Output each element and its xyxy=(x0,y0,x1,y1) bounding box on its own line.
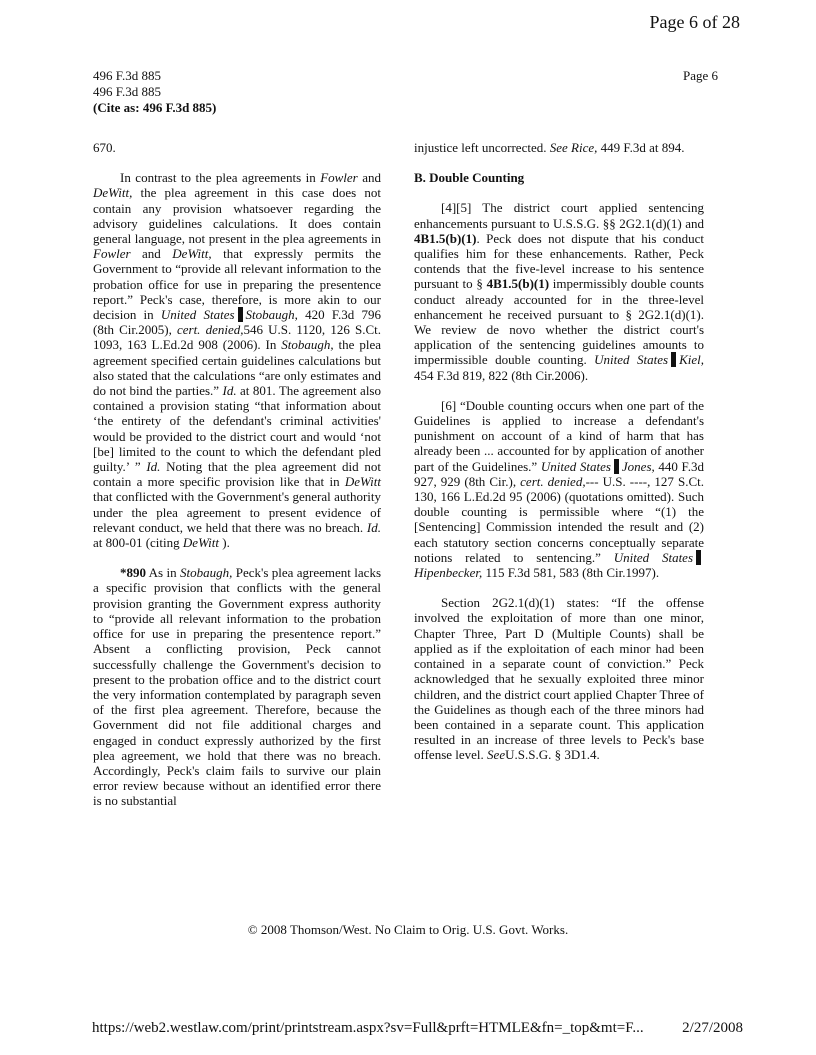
paragraph-plea-comparison: In contrast to the plea agreements in Fowler and DeWitt, the plea agreement in this case does not contain any provision whatsoever regarding the advisory guidelines calculations. It does contain general language, not present in the plea agreements in Fowler and DeWitt, that expressly permits the Government to “provide all relevant information to the probation office for use in preparing the presentence report.” Peck's case, therefore, is more akin to our decision in United States Stobaugh, 420 F.3d 796 (8th Cir.2005), cert. denied,546 U.S. 1120, 126 S.Ct. 1093, 163 L.Ed.2d 908 (2006). In Stobaugh, the plea agreement specified certain guidelines calculations but also stated that the calculations “are only estimates and do not bind the parties.” Id. at 801. The agreement also contained a provision stating “that information about ‘the entirety of the defendant's criminal activities' would be provided to the district court and would ‘not [be] limited to the count to which the defendant pled guilty.’ ” Id. Noting that the plea agreement did not contain a more specific provision like that in DeWitt that conflicted with the Government's general authority under the plea agreement to present evidence of relevant conduct, we held that there was no breach. Id. at 800-01 (citing DeWitt ). xyxy=(93,170,381,551)
paragraph-double-counting-definition: [6] “Double counting occurs when one part of the Guidelines is applied to increase a defendant's punishment on account of a kind of harm that has already been ... accounted for by application of another part of the Guidelines.” United States Jones, 440 F.3d 927, 929 (8th Cir.), cert. denied,--- U.S. ----, 127 S.Ct. 130, 166 L.Ed.2d 95 (2006) (quotations omitted). Such double counting is permissible where “(1) the [Sentencing] Commission intended the result and (2) each statutory section concerns conceptually separate notions related to sentencing.” United StatesHipenbecker, 115 F.3d 581, 583 (8th Cir.1997). xyxy=(414,397,704,581)
continuation-text: injustice left uncorrected. See Rice, 449 F.3d at 894. xyxy=(414,140,685,155)
left-column xyxy=(93,140,381,824)
paragraph-no-breach: *890 As in Stobaugh, Peck's plea agreement lacks a specific provision that conflicts with the general provision granting the Government express authority to “provide all relevant information to the probation office for use in preparing the presentence report.” Absent a conflicting provision, Peck cannot successfully challenge the Government's decision to present to the probation office and to the district court the very information contemplated by paragraph seven of the first plea agreement. Therefore, because the Government did not file additional charges and engaged in conduct expressly authorized by the first plea agreement, we hold that there was no breach. Accordingly, Peck's claim fails to survive our plain error review because without an identified error there is no substantial xyxy=(93,565,382,809)
print-url: https://web2.westlaw.com/print/printstream.aspx?sv=Full&prft=HTMLE&fn=_top&mt=F... xyxy=(92,1020,644,1036)
page-label: Page 6 xyxy=(682,68,718,83)
copyright-notice: © 2008 Thomson/West. No Claim to Orig. U.S. Govt. Works. xyxy=(247,922,569,937)
cite-as: (Cite as: 496 F.3d 885) xyxy=(93,100,217,115)
page-count: Page 6 of 28 xyxy=(649,12,740,32)
right-column xyxy=(414,140,704,778)
redaction-mark xyxy=(671,352,676,367)
paragraph-section-2g2: Section 2G2.1(d)(1) states: “If the offense involved the exploitation of more than one minor, Chapter Three, Part D (Multiple Counts) shall be applied as if the exploitation of each minor had been contained in a separate count of conviction.” Peck acknowledged that he sexually exploited three minor children, and the district court applied Chapter Three of the Guidelines as though each of the three minors had been contained in a separate count. This application resulted in an increase of three levels to Peck's base offense level. SeeU.S.S.G. § 3D1.4. xyxy=(414,595,704,763)
redaction-mark xyxy=(614,459,619,474)
star-page-marker: *890 xyxy=(120,565,146,581)
fragment-text: 670. xyxy=(93,140,116,155)
paragraph-enhancements: [4][5] The district court applied sentencing enhancements pursuant to U.S.S.G. §§ 2G2.1(d)(1) and 4B1.5(b)(1). Peck does not dispute that his conduct qualifies him for these enhancements. Rather, Peck contends that the five-level increase to his sentence pursuant to § 4B1.5(b)(1) impermissibly double counts conduct already accounted for in the three-level enhancement he received pursuant to § 2G2.1(d)(1). We review de novo whether the district court's application of the sentencing guidelines amounts to impermissible double counting. United States Kiel, 454 F.3d 819, 822 (8th Cir.2006). xyxy=(414,200,704,383)
cite-line-2: 496 F.3d 885 xyxy=(93,84,161,99)
redaction-mark xyxy=(696,550,701,565)
redaction-mark xyxy=(238,307,243,322)
section-heading: B. Double Counting xyxy=(414,170,525,186)
print-date: 2/27/2008 xyxy=(682,1020,743,1036)
cite-line-1: 496 F.3d 885 xyxy=(93,68,161,83)
citation-header xyxy=(93,68,216,116)
